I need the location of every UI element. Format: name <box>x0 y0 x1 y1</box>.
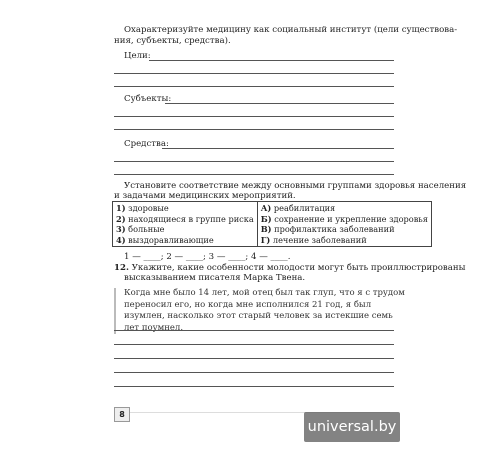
task12-answer-line-4[interactable] <box>114 372 394 373</box>
medical-task-item: В) профилактика заболеваний <box>260 224 395 234</box>
task12-answer-line-5[interactable] <box>114 386 394 387</box>
health-group-item: 3) больные <box>116 224 165 234</box>
task2-prompt-line1: Установите соответствие между основными группами здоровья населения <box>124 181 467 191</box>
task2-prompt-line2: и задачами медицинских мероприятий. <box>114 191 296 201</box>
watermark-logo: universal.by <box>304 412 400 442</box>
task1-prompt-line2: ния, субъекты, средства). <box>114 36 231 46</box>
medical-task-item: Б) сохранение и укрепление здоровья <box>260 213 428 224</box>
task12-answer-line-3[interactable] <box>114 358 394 359</box>
matching-table <box>112 201 432 247</box>
subjects-answer-line-3[interactable] <box>114 129 394 130</box>
medical-task-item: А) реабилитация <box>260 203 336 213</box>
task12-answer-line-2[interactable] <box>114 344 394 345</box>
subjects-answer-line-1[interactable] <box>165 103 394 104</box>
page-number: 8 <box>114 407 130 422</box>
means-answer-line-3[interactable] <box>114 174 394 175</box>
health-groups-column <box>113 202 258 247</box>
task12-prompt-line2: высказыванием писателя Марка Твена. <box>124 273 306 283</box>
goals-label: Цели: <box>124 51 151 61</box>
health-group-item: 2) находящиеся в группе риска <box>116 213 254 224</box>
subjects-answer-line-2[interactable] <box>114 116 394 117</box>
goals-answer-line-3[interactable] <box>114 86 394 87</box>
task12-prompt-line1: Укажите, какие особенности молодости могут быть проиллюстрированы <box>131 263 466 273</box>
goals-answer-line-1[interactable] <box>149 60 394 61</box>
task1-prompt-line1: Охарактеризуйте медицину как социальный институт (цели существова- <box>124 25 458 35</box>
means-answer-line-2[interactable] <box>114 161 394 162</box>
mark-twain-quote: Когда мне было 14 лет, мой отец был так глуп, что я с трудом переносил его, но когда мне исполнился 21 год, я был изумлен, насколько этот старый человек за истекшие семь лет поумнел. <box>114 288 406 334</box>
health-group-item: 4) выздоравливающие <box>116 234 214 245</box>
task12-number: 12. <box>114 263 129 273</box>
medical-task-item: Г) лечение заболеваний <box>260 234 367 245</box>
means-label: Средства: <box>124 139 169 149</box>
means-answer-line-1[interactable] <box>162 148 394 149</box>
subjects-label: Субъекты: <box>124 94 172 104</box>
medical-tasks-column <box>257 202 431 247</box>
goals-answer-line-2[interactable] <box>114 73 394 74</box>
health-group-item: 1) здоровые <box>116 203 169 213</box>
matching-answer-line[interactable]: 1 — ____; 2 — ____; 3 — ____; 4 — ____. <box>124 252 291 262</box>
task12-answer-line-1[interactable] <box>114 330 394 331</box>
